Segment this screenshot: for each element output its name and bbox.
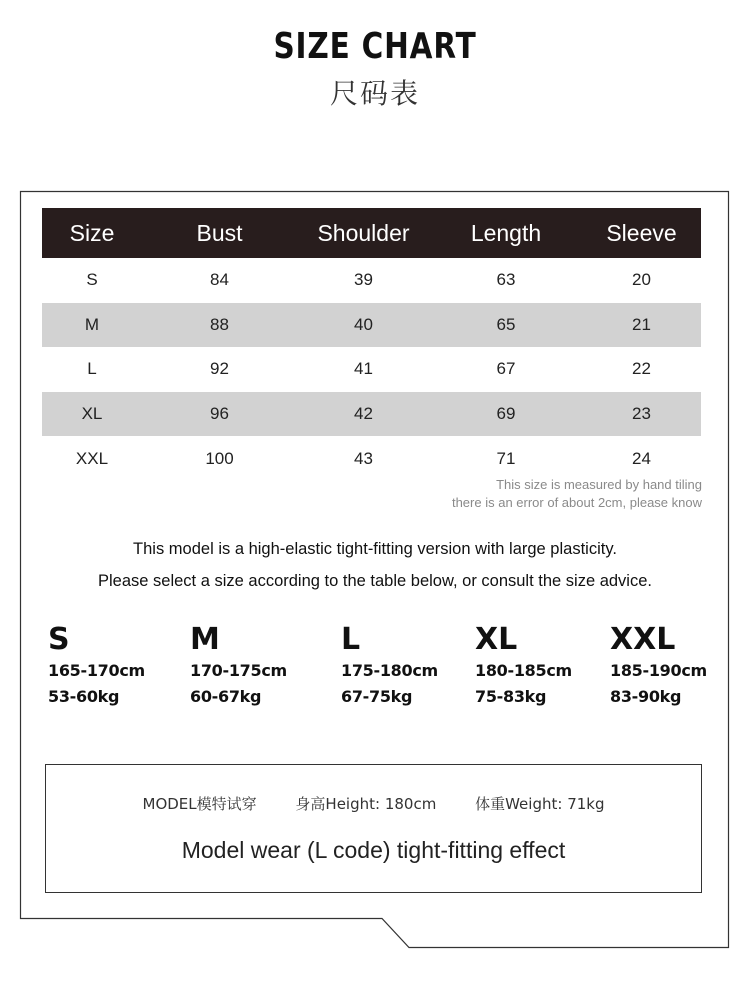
model-info-box (45, 764, 702, 893)
table-cell: 100 (205, 448, 234, 468)
recommendation-weight: 67-75kg (341, 687, 413, 706)
table-cell: 88 (142, 303, 297, 348)
size-table (42, 208, 701, 481)
table-row (42, 258, 701, 303)
recommendation-height: 180-185cm (475, 661, 572, 680)
recommendation-weight: 83-90kg (610, 687, 682, 706)
table-row (42, 303, 701, 348)
recommendation-weight: 53-60kg (48, 687, 120, 706)
table-cell: 23 (582, 392, 701, 437)
table-cell: 84 (210, 270, 229, 290)
size-advice: Please select a size according to the table below, or consult the size advice. (98, 572, 652, 590)
table-row (42, 347, 701, 392)
table-cell: 96 (142, 392, 297, 437)
table-cell: 69 (430, 392, 582, 437)
column-header-sleeve: Sleeve (582, 208, 701, 258)
recommendation-weight: 60-67kg (190, 687, 262, 706)
table-cell: 43 (354, 448, 373, 468)
error-note: there is an error of about 2cm, please know (451, 495, 702, 510)
table-cell: 21 (582, 303, 701, 348)
page-title: SIZE CHART (273, 26, 477, 67)
recommendation-height: 165-170cm (48, 661, 145, 680)
page-subtitle: 尺码表 (329, 77, 420, 110)
recommendation-size: XXL (610, 622, 676, 657)
table-cell: S (86, 270, 98, 290)
recommendation-size: L (341, 622, 361, 657)
table-cell: L (87, 359, 97, 379)
recommendation-height: 175-180cm (341, 661, 438, 680)
table-cell: 41 (354, 359, 373, 379)
model-label: MODEL模特试穿 (142, 795, 257, 813)
table-header-row (42, 208, 701, 258)
model-height: 身高Height: 180cm (295, 795, 437, 813)
size-recommendation (190, 622, 287, 710)
table-cell: M (42, 303, 142, 348)
model-weight: 体重Weight: 71kg (475, 795, 605, 813)
table-row (42, 436, 701, 481)
table-cell: 40 (297, 303, 430, 348)
table-cell: 42 (297, 392, 430, 437)
table-cell: 92 (210, 359, 229, 379)
table-cell: 39 (354, 270, 373, 290)
recommendation-height: 185-190cm (610, 661, 707, 680)
column-header-length: Length (430, 208, 582, 258)
size-recommendation (341, 622, 438, 710)
measurement-note: This size is measured by hand tiling (496, 477, 702, 492)
recommendation-size: XL (475, 622, 518, 657)
table-cell: 63 (496, 270, 516, 290)
table-cell: XXL (75, 448, 109, 468)
table-cell: 22 (632, 359, 651, 379)
model-effect: Model wear (L code) tight-fitting effect (181, 837, 566, 863)
recommendation-size: S (48, 622, 70, 657)
column-header-shoulder: Shoulder (297, 208, 430, 258)
recommendation-height: 170-175cm (190, 661, 287, 680)
table-cell: 67 (496, 359, 516, 379)
model-details (46, 793, 701, 814)
size-recommendation (610, 622, 707, 710)
table-cell: 65 (430, 303, 582, 348)
model-description: This model is a high-elastic tight-fitting version with large plasticity. (133, 540, 617, 558)
column-header-size: Size (42, 208, 142, 258)
table-row (42, 392, 701, 437)
size-recommendation (475, 622, 572, 710)
table-cell: 20 (632, 270, 651, 290)
table-cell: XL (42, 392, 142, 437)
table-cell: 24 (632, 448, 651, 468)
recommendation-size: M (190, 622, 220, 657)
size-recommendation (48, 622, 145, 710)
recommendation-weight: 75-83kg (475, 687, 547, 706)
column-header-bust: Bust (142, 208, 297, 258)
table-cell: 71 (496, 448, 516, 468)
